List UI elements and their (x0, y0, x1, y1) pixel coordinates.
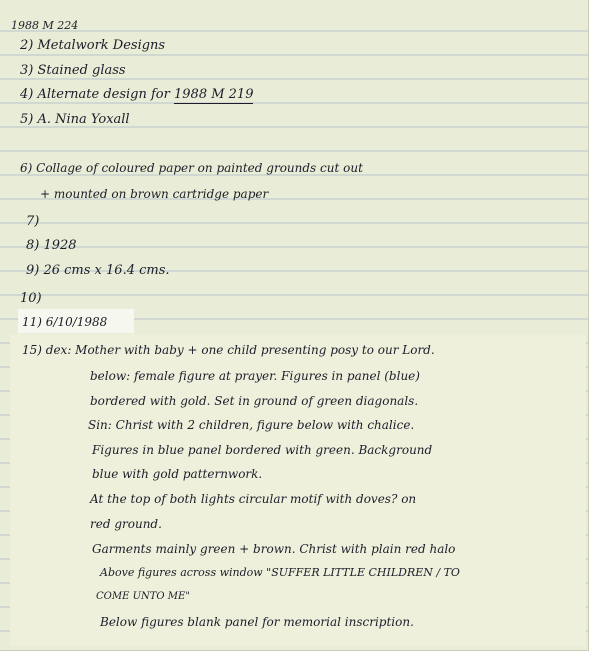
entry-7: 7) (26, 214, 40, 229)
desc-line-5: Figures in blue panel bordered with green. Background (92, 443, 433, 457)
desc-line-8: red ground. (90, 517, 162, 531)
desc-line-9: Garments mainly green + brown. Christ with plain red halo (92, 542, 456, 556)
entry-10: 10) (20, 291, 42, 306)
entry-artist: 5) A. Nina Yoxall (20, 112, 130, 127)
entry-technique-line-1: 6) Collage of coloured paper on painted grounds cut out (20, 161, 363, 175)
desc-line-3: bordered with gold. Set in ground of green diagonals. (90, 394, 419, 408)
accession-reference: 1988 M 224 (11, 19, 79, 32)
entry-title (20, 88, 253, 101)
desc-line-10: Above figures across window "SUFFER LITTLE CHILDREN / TO (100, 566, 460, 579)
desc-line-6: blue with gold patternwork. (92, 467, 263, 481)
desc-line-11: COME UNTO ME" (96, 591, 190, 602)
entry-dimensions: 9) 26 cms x 16.4 cms. (26, 263, 170, 278)
desc-line-12: Below figures blank panel for memorial inscription. (100, 615, 414, 629)
related-reference: 1988 M 219 (174, 87, 254, 102)
entry-title-text: 4) Alternate design for (20, 87, 170, 102)
entry-material: 3) Stained glass (20, 63, 126, 78)
entry-technique-line-2: + mounted on brown cartridge paper (40, 187, 269, 201)
desc-line-1: 15) dex: Mother with baby + one child presenting posy to our Lord. (22, 343, 435, 357)
entry-date: 8) 1928 (26, 238, 77, 253)
entry-record-date: 11) 6/10/1988 (22, 315, 108, 329)
entry-object-type: 2) Metalwork Designs (20, 38, 166, 53)
desc-line-2: below: female figure at prayer. Figures in panel (blue) (90, 369, 420, 383)
desc-line-7: At the top of both lights circular motif with doves? on (90, 492, 417, 506)
desc-line-4: Sin: Christ with 2 children, figure below with chalice. (88, 418, 415, 432)
